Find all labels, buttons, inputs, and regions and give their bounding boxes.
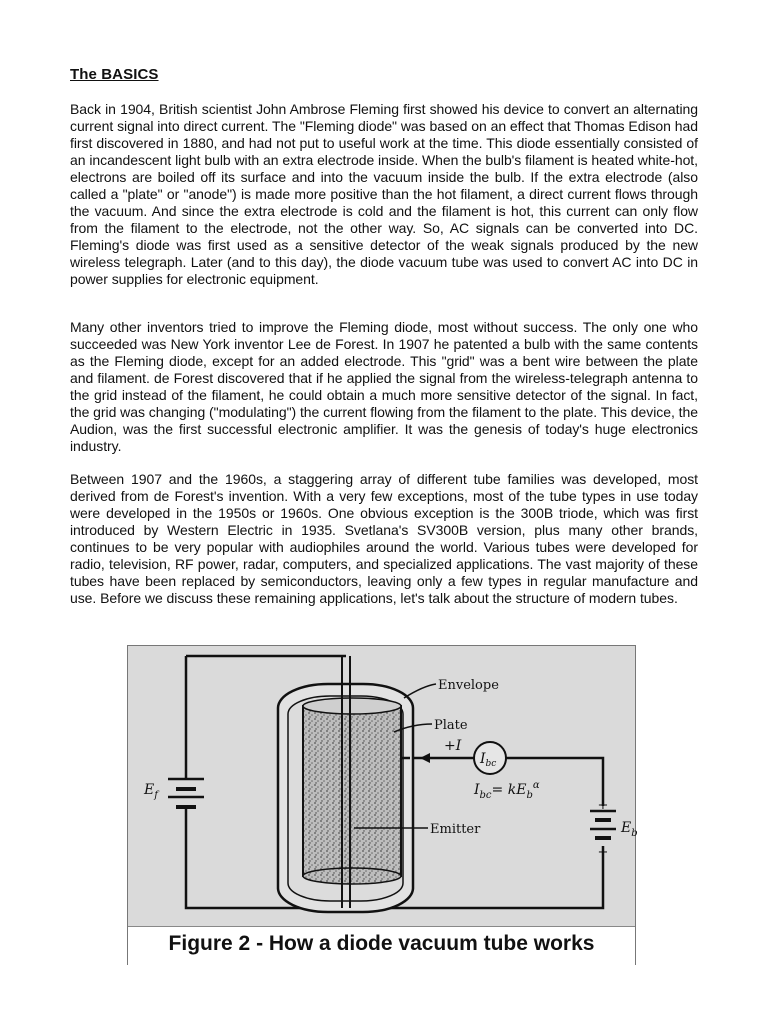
paragraph-2: Many other inventors tried to improve the Fleming diode, most without success. The only one who succeeded was New York inventor Lee de Forest. In 1907 he patented a bulb with the same contents as the Fleming diode, except for an added electrode. This "grid" was a bent wire between the plate and filament. de Forest discovered that if he applied the signal from the wireless-telegraph antenna to the grid instead of the filament, he could obtain a much more sensitive detector of the signal. In fact, the grid was changing ("modulating") the current flowing from the filament to the plate. This device, the Audion, was the first successful electronic amplifier. It was the genesis of today's huge electronics industry. <box>70 319 698 454</box>
plate-cylinder <box>303 706 401 876</box>
plus-sign: + <box>597 798 609 813</box>
minus-sign: − <box>597 845 609 860</box>
meter-label: $I_{bc}$ <box>480 751 497 769</box>
current-label: +I <box>444 738 462 754</box>
figure-caption: Figure 2 - How a diode vacuum tube works <box>168 932 595 955</box>
ammeter-circle <box>474 742 506 774</box>
ef-label: $E_f$ <box>144 782 158 801</box>
equation-label: $I_{bc}= kE_b^\alpha$ <box>474 780 540 801</box>
paragraph-3: Between 1907 and the 1960s, a staggering array of different tube families was developed, most derived from de Forest's invention. With a very few exceptions, most of the tube types in use today were developed in the 1950s or 1960s. One obvious exception is the 300B triode, which was first introduced by Western Electric in 1935. Svetlana's SV300B version, plus many other brands, continues to be very popular with audiophiles around the world. Various tubes were developed for radio, television, RF power, radar, computers, and specialized applications. The vast majority of these tubes have been replaced by semiconductors, leaving only a few types in regular manufacture and use. Before we discuss these remaining applications, let's talk about the structure of modern tubes. <box>70 471 698 606</box>
paragraph-1: Back in 1904, British scientist John Ambrose Fleming first showed his device to convert an alternating current signal into direct current. The "Fleming diode" was based on an effect that Thomas Edison had first discovered in 1880, and had not put to useful work at the time. This diode essentially consisted of an incandescent light bulb with an extra electrode inside. When the bulb's filament is heated white-hot, electrons are boiled off its surface and into the vacuum inside the bulb. If the extra electrode (also called a "plate" or "anode") is made more positive than the hot filament, a direct current flows through the vacuum. And since the extra electrode is cold and the filament is hot, this current can only flow from the filament to the electrode, not the other way. So, AC signals can be converted into DC. Fleming's diode was first used as a sensitive detector of the weak signals produced by the new wireless telegraph. Later (and to this day), the diode vacuum tube was used to convert AC into DC in power supplies for electronic equipment. <box>70 101 698 287</box>
diode-diagram <box>128 646 638 926</box>
eb-label: $E_b$ <box>621 820 638 839</box>
plate-label: Plate <box>434 718 468 733</box>
envelope-label: Envelope <box>438 678 499 693</box>
diode-figure <box>127 645 636 965</box>
section-title: The BASICS <box>70 66 159 83</box>
emitter-label: Emitter <box>430 822 481 837</box>
